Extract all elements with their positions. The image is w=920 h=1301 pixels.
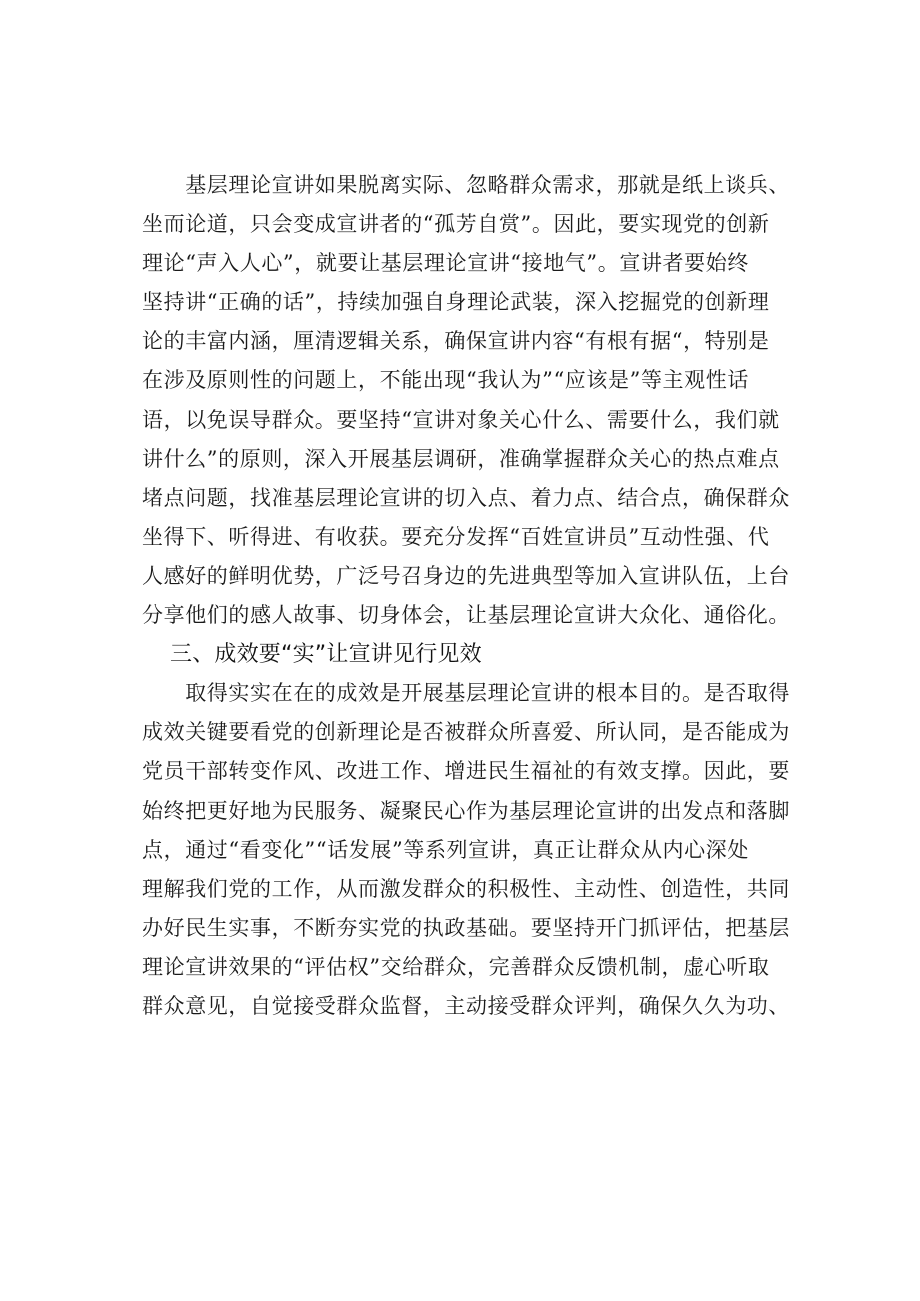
text-line: 群众意见，自觉接受群众监督，主动接受群众评判，确保久久为功、: [142, 993, 790, 1018]
text-line: 始终把更好地为民服务、凝聚民心作为基层理论宣讲的出发点和落脚: [142, 798, 790, 823]
text-line: 人感好的鲜明优势，广泛号召身边的先进典型等加入宣讲队伍，上台: [142, 563, 790, 588]
document-body: [142, 166, 816, 1026]
text-line: 分享他们的感人故事、切身体会，让基层理论宣讲大众化、通俗化。: [142, 603, 790, 628]
body-paragraph-1: [142, 166, 816, 635]
text-line: 党员干部转变作风、改进工作、增进民生福祉的有效支撑。因此，要: [142, 759, 790, 784]
text-line: 论的丰富内涵，厘清逻辑关系，确保宣讲内容“有根有据“，特别是: [142, 329, 770, 354]
text-line: 语，以免误导群众。要坚持“宣讲对象关心什么、需要什么，我们就: [142, 407, 780, 432]
heading-text: 三、成效要“实”让宣讲见行见效: [170, 642, 482, 668]
text-line: 理论宣讲效果的“评估权”交给群众，完善群众反馈机制，虚心听取: [142, 954, 770, 979]
text-line: 办好民生实事，不断夯实党的执政基础。要坚持开门抓评估，把基层: [142, 915, 790, 940]
text-line: 坐而论道，只会变成宣讲者的“孤芳自赏”。因此，要实现党的创新: [142, 212, 770, 237]
text-line: 坚持讲“正确的话”，持续加强自身理论武装，深入挖掘党的创新理: [142, 290, 770, 315]
text-line: 在涉及原则性的问题上，不能出现“我认为”“应该是”等主观性话: [142, 368, 749, 393]
body-paragraph-2: [142, 674, 816, 1026]
text-line: 讲什么”的原则，深入开展基层调研，准确掌握群众关心的热点难点: [142, 446, 780, 471]
text-line: 取得实实在在的成效是开展基层理论宣讲的根本目的。是否取得: [142, 681, 790, 706]
text-line: 堵点问题，找准基层理论宣讲的切入点、着力点、结合点，确保群众: [142, 485, 790, 510]
text-line: 坐得下、听得进、有收获。要充分发挥“百姓宣讲员”互动性强、代: [142, 524, 770, 549]
text-line: 基层理论宣讲如果脱离实际、忽略群众需求，那就是纸上谈兵、: [142, 173, 790, 197]
section-heading: [142, 635, 816, 674]
text-line: 成效关键要看党的创新理论是否被群众所喜爱、所认同，是否能成为: [142, 720, 790, 745]
text-line: 理解我们党的工作，从而激发群众的积极性、主动性、创造性，共同: [142, 876, 790, 901]
text-line: 点，通过“看变化”“话发展”等系列宣讲，真正让群众从内心深处: [142, 837, 749, 862]
text-line: 理论“声入人心”，就要让基层理论宣讲“接地气”。宣讲者要始终: [142, 251, 749, 276]
